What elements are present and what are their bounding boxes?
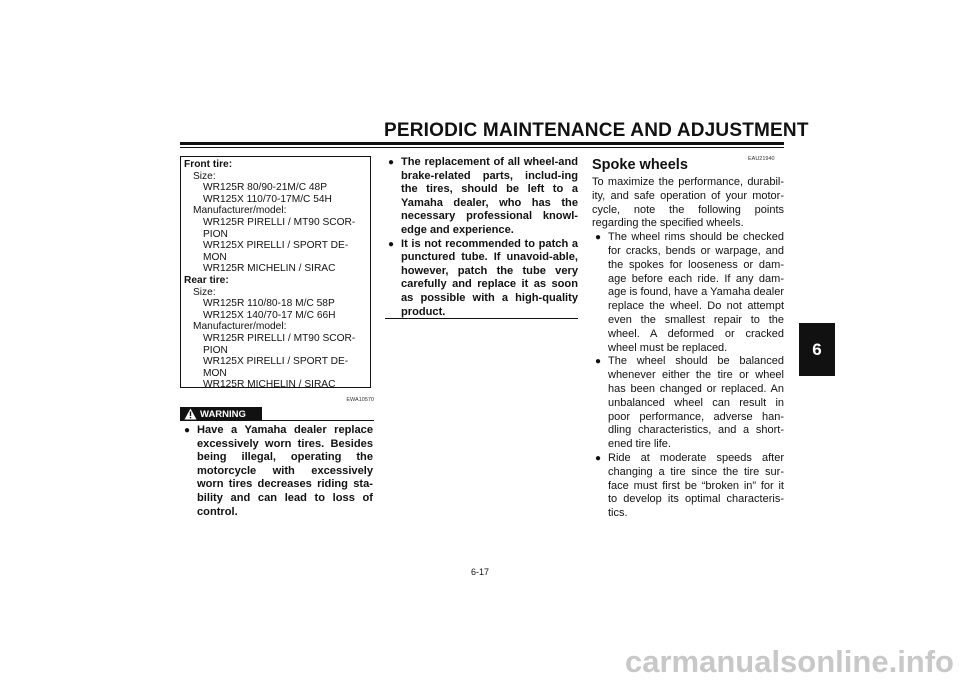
spec-line: WR125R 80/90-21M/C 48P: [203, 182, 328, 194]
warning-bullets-col2: [385, 156, 578, 319]
bullet-text: It is not recommended to patch a punctured tube. If unavoid-able, however, patch the tube very carefully and replace it as soon as possible with a high-quality product.: [401, 237, 578, 318]
spec-line: WR125R PIRELLI / MT90 SCOR-: [203, 332, 356, 344]
warning-code: EWA10570: [346, 397, 374, 403]
spec-line: WR125X 110/70-17M/C 54H: [203, 193, 332, 205]
bullet-item: [592, 231, 784, 355]
spec-line: Manufacturer/model:: [193, 205, 287, 217]
warning-badge: [180, 407, 262, 421]
bullet-text: The wheel rims should be checked for cracks, bends or warpage, and the spokes for looseness or dam-age before each ride. If any dam-age is found, have a Yamaha dealer replace the wheel. Do not attempt even the smallest repair to the wheel. A deformed or cracked wheel must be replaced.: [608, 231, 784, 354]
bullet-dot-icon: ●: [595, 356, 602, 368]
bullet-dot-icon: ●: [388, 238, 395, 250]
bullet-dot-icon: ●: [595, 232, 602, 244]
tire-spec-box: [180, 156, 371, 391]
page-title: PERIODIC MAINTENANCE AND ADJUSTMENT: [384, 120, 809, 141]
chapter-tab: 6: [799, 323, 835, 376]
spec-line: MON: [203, 367, 227, 379]
spec-line: WR125X 140/70-17 M/C 66H: [203, 309, 336, 321]
bullet-text: Have a Yamaha dealer replace excessively worn tires. Besides being illegal, operating the motorcycle with excessively worn tires decreases riding sta-bility and can lead to loss of control.: [197, 424, 373, 518]
bullet-dot-icon: ●: [184, 425, 191, 436]
bullet-text: Ride at moderate speeds after changing a tire since the tire sur-face must first be “broken in” for it to develop its optimal characteris-tics.: [608, 451, 784, 520]
spoke-wheels-body: [592, 176, 784, 521]
spec-line: WR125R 110/80-18 M/C 58P: [203, 298, 335, 310]
bullet-text: The replacement of all wheel-and brake-related parts, includ-ing the tires, should be left to a Yamaha dealer, who has the necessary professional knowl-edge and experience.: [401, 156, 578, 236]
spec-line: WR125X PIRELLI / SPORT DE-: [203, 240, 349, 252]
spec-line: PION: [203, 344, 228, 356]
bullet-item: [385, 238, 578, 320]
bullet-item: [592, 355, 784, 452]
warning-end-rule: [385, 318, 578, 319]
warning-label: WARNING: [200, 408, 246, 420]
section-title: Spoke wheels: [592, 157, 688, 173]
spec-line: WR125R PIRELLI / MT90 SCOR-: [203, 216, 356, 228]
bullet-item: [181, 424, 373, 519]
spec-line: PION: [203, 228, 228, 240]
page-number: 6-17: [470, 567, 489, 577]
spec-line: WR125R MICHELIN / SIRAC: [203, 263, 336, 275]
bullet-dot-icon: ●: [595, 452, 602, 464]
spec-line: WR125X PIRELLI / SPORT DE-: [203, 356, 349, 368]
bullet-item: [592, 452, 784, 521]
bullet-dot-icon: ●: [388, 157, 395, 168]
header-rule-thin: [180, 147, 784, 148]
warning-bullets-col1: [181, 424, 373, 519]
spec-line: Manufacturer/model:: [193, 321, 287, 333]
spoke-intro: To maximize the performance, durabil-ity, and safe operation of your motor-cycle, note the following points regarding the specified wheels.: [592, 176, 784, 230]
spoke-bullets: [592, 231, 784, 521]
spec-line: WR125R MICHELIN / SIRAC: [203, 379, 336, 391]
spec-line: MON: [203, 251, 227, 263]
spec-line: Rear tire:: [184, 274, 229, 286]
section-code: EAU21940: [748, 156, 775, 162]
watermark: carmanualsonline.info: [624, 644, 954, 679]
header-rule: [180, 142, 784, 145]
spec-line: Front tire:: [184, 159, 233, 170]
bullet-text: The wheel should be balanced whenever either the tire or wheel has been changed or replaced. An unbalanced wheel can result in poor performance, adverse han-dling characteristics, and a short-ened tire life.: [608, 355, 784, 451]
spec-line: Size:: [193, 286, 216, 298]
warning-header: [180, 397, 374, 421]
bullet-item: [385, 156, 578, 238]
warning-triangle-icon: [184, 408, 197, 420]
warning-rule: [262, 420, 374, 421]
spec-line: Size:: [193, 170, 216, 182]
